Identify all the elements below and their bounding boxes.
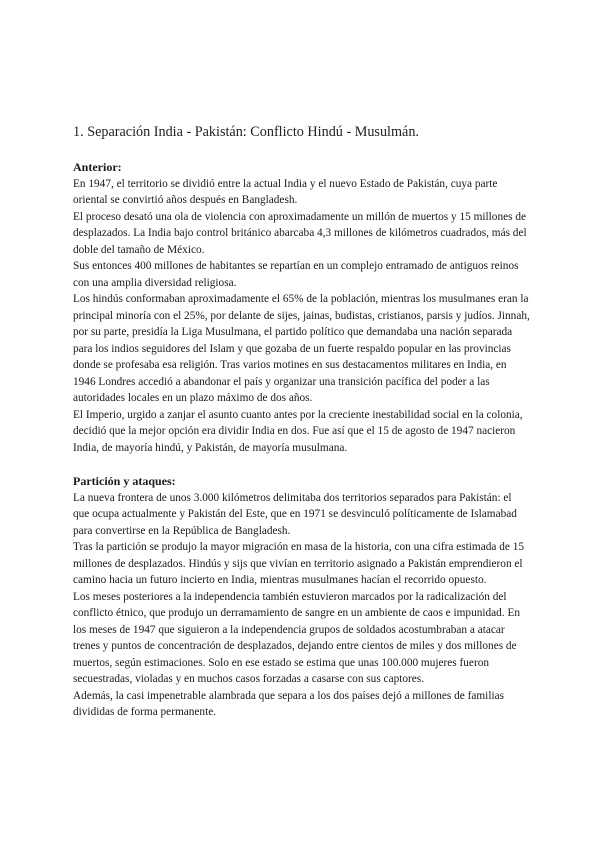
paragraph: Sus entonces 400 millones de habitantes se repartían en un complejo entramado de antiguos reinos con una amplia diversidad religiosa. [73, 260, 519, 289]
paragraph: Los meses posteriores a la independencia también estuvieron marcados por la radicalización del conflicto étnico, que produjo un derramamiento de sangre en un ambiente de caos e impunidad. En los meses de 1947 que siguieron a la independencia grupos de soldados acostumbraban a atacar trenes y puntos de concentración de desplazados, dejando entre cientos de miles y dos millones de muertos, según estimaciones. Solo en ese estado se estima que unas 100.000 mujeres fueron secuestradas, violadas y en muchos casos forzadas a casarse con sus captores. [73, 590, 521, 685]
paragraph: Los hindús conformaban aproximadamente el 65% de la población, mientras los musulmanes eran la principal minoría con el 25%, por delante de sijes, jainas, budistas, cristianos, parsis y judíos. Jinnah, por su parte, presidía la Liga Musulmana, el partido político que demandaba una nación separada para los indios seguidores del Islam y que gozaba de un fuerte respaldo popular en las provincias donde se profesaba esa religión. Tras varios motines en sus destacamentos militares en India, en 1946 Londres accedió a abandonar el país y organizar una transición pacífica del poder a las autoridades locales en un plazo máximo de dos años. [73, 293, 530, 404]
section-heading: Partición y ataques: [73, 474, 176, 488]
section-particion [73, 473, 530, 721]
document-title: 1. Separación India - Pakistán: Conflicto Hindú - Musulmán. [73, 124, 419, 140]
paragraph: El proceso desató una ola de violencia con aproximadamente un millón de muertos y 15 millones de desplazados. La India bajo control británico abarcaba 4,3 millones de kilómetros cuadrados, más del doble del tamaño de México. [73, 210, 527, 256]
section-heading: Anterior: [73, 160, 122, 174]
paragraph: El Imperio, urgido a zanjar el asunto cuanto antes por la creciente inestabilidad social en la colonia, decidió que la mejor opción era dividir India en dos. Fue así que el 15 de agosto de 1947 nacieron India, de mayoría hindú, y Pakistán, de mayoría musulmana. [73, 408, 523, 454]
paragraph: En 1947, el territorio se dividió entre la actual India y el nuevo Estado de Pakistán, cuya parte oriental se convirtió años después en Bangladesh. [73, 177, 498, 206]
paragraph: Tras la partición se produjo la mayor migración en masa de la historia, con una cifra estimada de 15 millones de desplazados. Hindús y sijs que vivían en territorio asignado a Pakistán emprendieron el camino hacia un futuro incierto en India, mientras musulmanes hacían el recorrido opuesto. [73, 541, 525, 586]
paragraph: Además, la casi impenetrable alambrada que separa a los dos países dejó a millones de familias divididas de forma permanente. [73, 689, 505, 718]
section-anterior [73, 159, 530, 456]
paragraph: La nueva frontera de unos 3.000 kilómetros delimitaba dos territorios separados para Pakistán: el que ocupa actualmente y Pakistán del Este, que en 1971 se desvinculó políticamente de Islamabad para convertirse en la República de Bangladesh. [73, 491, 517, 537]
